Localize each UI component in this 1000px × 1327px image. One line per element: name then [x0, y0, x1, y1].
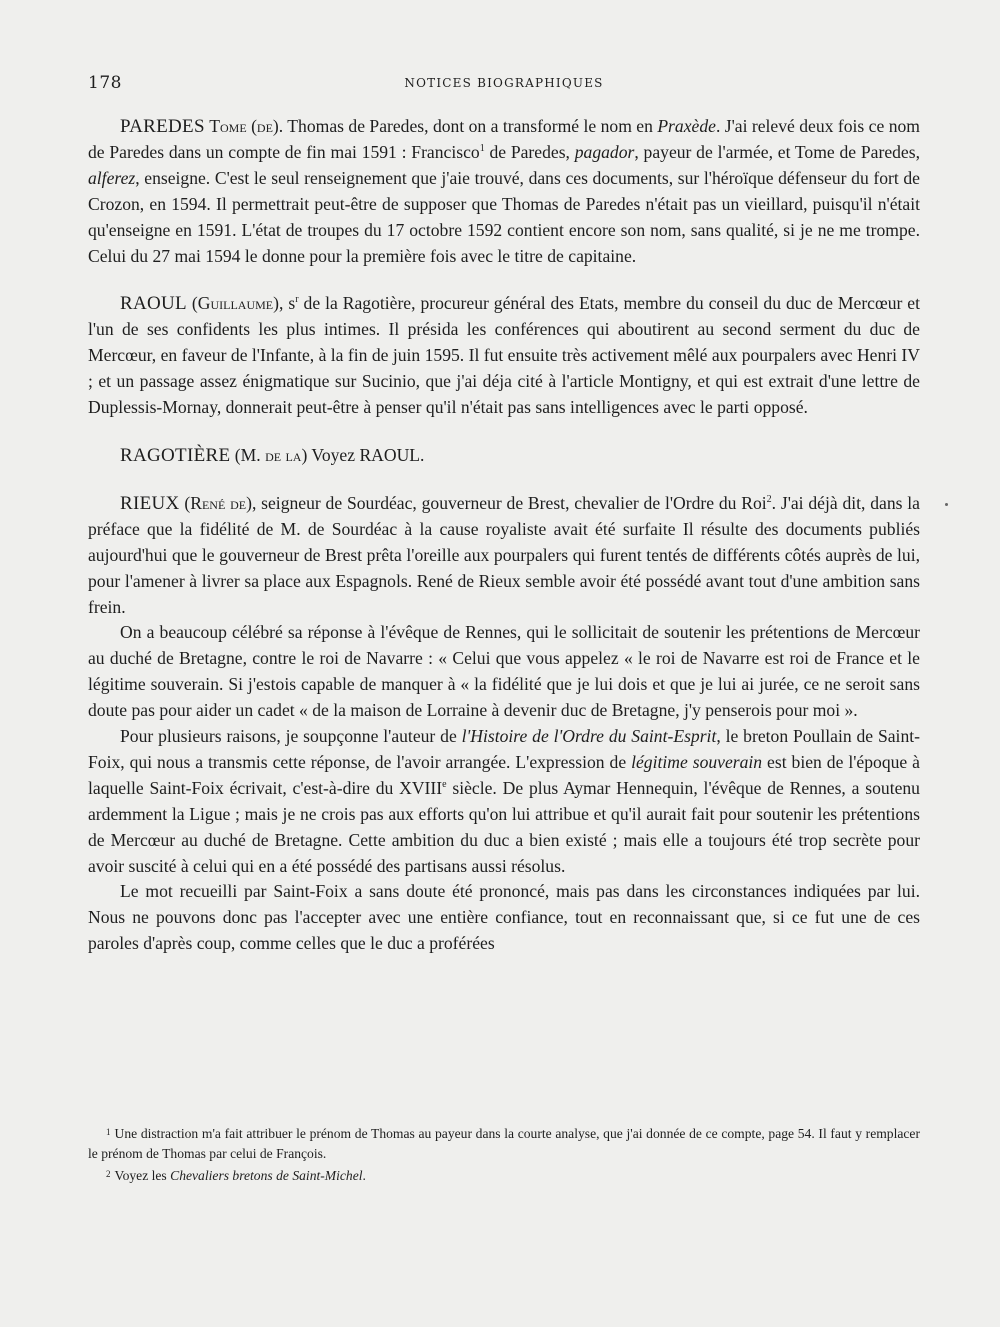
entry-text: seigneur de Sourdéac, gouverneur de Brest, chevalier de l'Ordre du Roi	[256, 492, 767, 513]
ink-speck	[945, 503, 948, 506]
paragraph-text: est bien de l'époque à laquelle Saint-Foix écrivait, c'est-à-dire du XVIII	[88, 751, 920, 798]
paragraph: Le mot recueilli par Saint-Foix a sans doute été prononcé, mais pas dans les circonstances indiquées par lui. Nous ne pouvons donc pas l'accepter avec une entière confiance, tout en reconnaissant que, si ce fut une de ces paroles d'après coup, comme celles que le duc a proférées	[88, 881, 920, 954]
main-text	[88, 114, 920, 957]
footnote-2	[88, 1164, 920, 1186]
entry-heading: PAREDES	[120, 116, 205, 137]
entry-heading: RAOUL	[120, 293, 187, 315]
italic-term: légitime souverain	[631, 751, 763, 772]
superscript: e	[442, 778, 447, 790]
entry-text: Thomas de Paredes, dont on a transformé le nom en	[283, 116, 658, 136]
footnote-reference: 1	[479, 142, 485, 154]
entry-qualifier: Tome (de).	[209, 116, 284, 136]
footnote-text: Une distraction m'a fait attribuer le prénom de Thomas au payeur dans la courte analyse, que j'ai donnée de ce compte, page 54. Il faut y remplacer le prénom de Thomas par celui de François.	[88, 1126, 920, 1161]
entry-title-abbr: s	[283, 293, 296, 314]
entry-qualifier: (René de),	[179, 492, 257, 513]
superscript: r	[295, 294, 299, 306]
entry-ragotiere	[88, 443, 920, 469]
footnote-text: .	[362, 1168, 366, 1183]
paragraph-text: , le breton Poullain de Saint-Foix, qui nous a transmis cette réponse, de l'avoir arrangée. L'expression de	[88, 726, 920, 772]
entry-paredes	[88, 114, 920, 269]
entry-qualifier-open: (M.	[230, 444, 266, 465]
footnote-marker: 1	[106, 1127, 111, 1137]
paragraph-text: Pour plusieurs raisons, je soupçonne l'auteur de	[120, 726, 462, 747]
entry-text: , enseigne. C'est le seul renseignement que j'aie trouvé, dans ces documents, sur l'héroïque défenseur du fort de Crozon, en 1594. Il permettrait peut-être de supposer que Thomas de Paredes n'était pas un vieillard, puisqu'il n'était qu'enseigne en 1591. L'état de troupes du 17 octobre 1592 contient encore son nom, sans qualité, si je ne me trompe. Celui du 27 mai 1594 le donne pour la première fois avec le titre de capitaine.	[88, 167, 920, 266]
page-number: 178	[88, 73, 122, 93]
running-title: NOTICES BIOGRAPHIQUES	[404, 76, 604, 90]
paragraph	[88, 724, 920, 879]
footnotes	[88, 1122, 920, 1186]
entry-text: . J'ai déjà dit, dans la préface que la fidélité de M. de Sourdéac à la cause royaliste avait été surfaite Il résulte des documents publiés aujourd'hui que le gouverneur de Brest prêta l'oreille aux pourpalers qui furent tentés de différents côtés auprès de lui, pour l'amener à livrer sa place aux Espagnols. René de Rieux semble avoir été possédé avant tout d'une ambition sans frein.	[88, 492, 920, 617]
italic-title: Chevaliers bretons de Saint-Michel	[170, 1168, 363, 1183]
italic-term: Praxède	[657, 116, 716, 136]
entry-text: . J'ai relevé deux fois ce nom de Paredes dans un compte de fin mai 1591 : Francisco	[88, 116, 920, 162]
footnote-text: Voyez les	[114, 1168, 171, 1183]
entry-heading: RAGOTIÈRE	[120, 444, 231, 466]
italic-term: pagador	[574, 141, 635, 162]
paragraph-text: siècle. De plus Aymar Hennequin, l'évêque de Rennes, a soutenu ardemment la Ligue ; mais je ne crois pas aux efforts qu'on lui attribue et qu'il aurait fait pour soutenir les prétentions de Mercœur au duché de Bretagne. Cette ambition du duc a bien existé ; mais elle a toujours été trop secrète pour avoir suscité à celui qui en a été possédé des partisans aussi résolus.	[88, 777, 920, 876]
footnote-marker: 2	[106, 1169, 111, 1179]
italic-title: l'Histoire de l'Ordre du Saint-Esprit	[461, 726, 717, 747]
entry-text: de Paredes,	[484, 141, 575, 162]
entry-text: Voyez RAOUL.	[307, 444, 425, 465]
entry-heading: RIEUX	[120, 492, 180, 514]
italic-term: alferez	[88, 167, 136, 188]
entry-text: , payeur de l'armée, et Tome de Paredes,	[634, 141, 920, 162]
entry-qualifier: (Guillaume),	[191, 293, 284, 314]
footnote-1	[88, 1122, 920, 1164]
running-header	[88, 73, 920, 97]
footnote-reference: 2	[766, 493, 772, 505]
entry-raoul	[88, 291, 920, 421]
entry-qualifier: de la	[265, 444, 302, 465]
entry-text: de la Ragotière, procureur général des Etats, membre du conseil du duc de Mercœur et l'un de ses confidents les plus intimes. Il présida les conférences qui aboutirent au second serment du duc de Mercœur, en faveur de l'Infante, à la fin de juin 1595. Il fut ensuite très activement mêlé aux pourpalers avec Henri IV ; et un passage assez énigmatique sur Sucinio, que j'ai déja cité à l'article Montigny, et qui est extrait d'une lettre de Duplessis-Mornay, donnerait peut-être à penser qu'il n'était pas sans intelligences avec le parti opposé.	[88, 293, 921, 418]
entry-qualifier-close: )	[301, 444, 308, 465]
entry-rieux	[88, 491, 920, 621]
paragraph: On a beaucoup célébré sa réponse à l'évêque de Rennes, qui le sollicitait de soutenir les prétentions de Mercœur au duché de Bretagne, contre le roi de Navarre : « Celui que vous appelez « le roi de Navarre est roi de France et le légitime souverain. Si j'estois capable de manquer à « la fidélité que je lui dois et que je lui ai jurée, ce ne seroit sans doute pas pour aider un cadet « de la maison de Lorraine à devenir duc de Bretagne, j'y penserois pour moi ».	[88, 622, 920, 721]
